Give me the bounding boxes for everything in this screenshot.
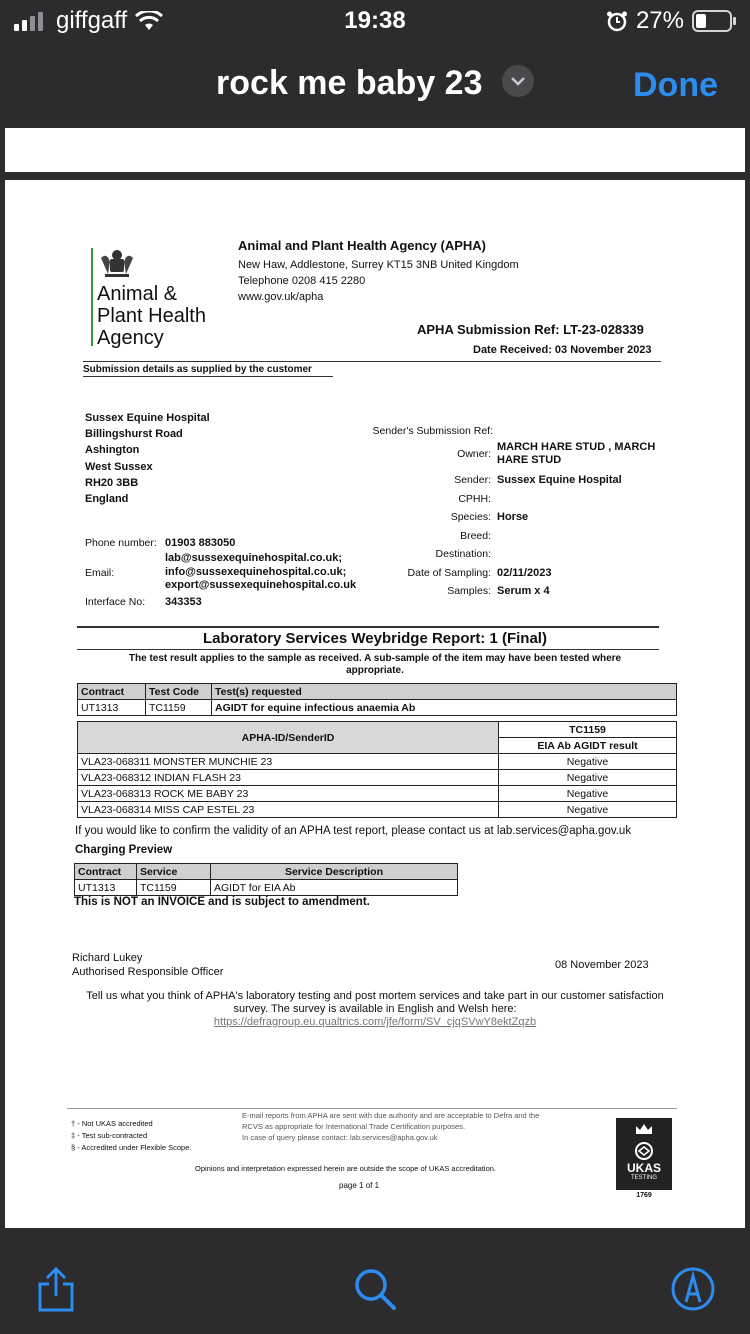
destination-label: Destination: bbox=[435, 548, 491, 560]
ukas-label: UKAS bbox=[626, 1161, 661, 1175]
table-cell: UT1313 bbox=[75, 880, 137, 896]
submission-ref: APHA Submission Ref: LT-23-028339 bbox=[417, 322, 644, 337]
table-header: EIA Ab AGIDT result bbox=[499, 738, 677, 754]
signatory-name: Richard Lukey bbox=[72, 952, 143, 964]
table-cell: TC1159 bbox=[146, 700, 212, 716]
footnotes bbox=[71, 1118, 191, 1154]
table-header: Contract bbox=[75, 864, 137, 880]
agency-website[interactable]: www.gov.uk/apha bbox=[238, 291, 324, 303]
clock: 19:38 bbox=[344, 7, 406, 34]
chevron-down-icon bbox=[510, 75, 526, 87]
table-header: Service Description bbox=[211, 864, 458, 880]
agency-logo-text: Animal & Plant Health Agency bbox=[97, 283, 206, 349]
results-table bbox=[77, 721, 677, 818]
table-header: Test(s) requested bbox=[212, 684, 677, 700]
divider bbox=[83, 361, 661, 362]
result-cell: Negative bbox=[499, 786, 677, 802]
address-line: Billingshurst Road bbox=[85, 428, 183, 441]
survey-block bbox=[85, 990, 665, 1029]
divider bbox=[77, 626, 659, 628]
sampling-date-value: 02/11/2023 bbox=[497, 567, 552, 579]
page-number: page 1 of 1 bbox=[339, 1181, 380, 1190]
footnote: § - Accredited under Flexible Scope. bbox=[71, 1143, 192, 1152]
crown-icon bbox=[634, 1122, 654, 1136]
table-header-row bbox=[78, 722, 677, 738]
search-button[interactable] bbox=[352, 1266, 398, 1317]
charging-preview-heading: Charging Preview bbox=[75, 844, 173, 856]
email-label: Email: bbox=[85, 567, 115, 579]
footer-opinions: Opinions and interpretation expressed herein are outside the scope of UKAS accreditation. bbox=[195, 1164, 497, 1173]
ukas-badge bbox=[616, 1118, 672, 1190]
divider bbox=[83, 376, 333, 377]
table-cell: TC1159 bbox=[137, 880, 211, 896]
markup-button[interactable] bbox=[670, 1266, 716, 1317]
footnote: ‡ - Test sub-contracted bbox=[71, 1131, 148, 1140]
table-header-row bbox=[75, 864, 458, 880]
species-label: Species: bbox=[450, 511, 491, 523]
status-right bbox=[606, 7, 736, 35]
test-table bbox=[77, 683, 677, 716]
confirm-validity-text: If you would like to confirm the validity of an APHA test report, please contact us at lab.services@apha.gov.uk bbox=[75, 825, 632, 837]
senders-ref-label: Sender's Submission Ref: bbox=[372, 425, 493, 437]
agency-telephone: Telephone 0208 415 2280 bbox=[238, 275, 366, 287]
table-row bbox=[75, 880, 458, 896]
table-header: Contract bbox=[78, 684, 146, 700]
samples-label: Samples: bbox=[447, 585, 491, 597]
result-cell: Negative bbox=[499, 770, 677, 786]
sample-id-cell: VLA23-068314 MISS CAP ESTEL 23 bbox=[78, 802, 499, 818]
markup-pen-icon bbox=[670, 1266, 716, 1312]
agency-name: Animal and Plant Health Agency (APHA) bbox=[238, 238, 486, 253]
ukas-number: 1769 bbox=[636, 1192, 652, 1199]
submission-details-heading: Submission details as supplied by the customer bbox=[83, 364, 312, 375]
footnote: † - Not UKAS accredited bbox=[71, 1119, 153, 1128]
survey-text: Tell us what you think of APHA's laboratory testing and post mortem services and take part in our customer satisfaction survey. The survey is available in English and Welsh here: bbox=[86, 990, 664, 1015]
sign-date: 08 November 2023 bbox=[555, 959, 649, 971]
battery-icon bbox=[692, 10, 736, 32]
address-line: West Sussex bbox=[85, 460, 153, 473]
interface-value: 343353 bbox=[165, 596, 202, 608]
signatory-block bbox=[72, 951, 223, 979]
footer-query-text: In case of query please contact: lab.services@apha.gov.uk bbox=[242, 1133, 438, 1142]
phone-value: 01903 883050 bbox=[165, 537, 236, 549]
email-value: info@sussexequinehospital.co.uk; bbox=[165, 565, 347, 578]
table-row bbox=[78, 754, 677, 770]
owner-label: Owner: bbox=[457, 448, 491, 460]
logo-divider bbox=[91, 248, 93, 346]
table-header: APHA-ID/SenderID bbox=[78, 722, 499, 754]
sample-id-cell: VLA23-068311 MONSTER MUNCHIE 23 bbox=[78, 754, 499, 770]
carrier-name: giffgaff bbox=[56, 7, 128, 34]
address-line: England bbox=[85, 493, 129, 506]
table-row bbox=[78, 786, 677, 802]
agency-address: New Haw, Addlestone, Surrey KT15 3NB United Kingdom bbox=[238, 259, 519, 271]
previous-page-strip bbox=[5, 128, 745, 172]
signatory-role: Authorised Responsible Officer bbox=[72, 966, 224, 978]
sample-id-cell: VLA23-068313 ROCK ME BABY 23 bbox=[78, 786, 499, 802]
not-invoice-notice: This is NOT an INVOICE and is subject to amendment. bbox=[74, 896, 370, 908]
result-cell: Negative bbox=[499, 754, 677, 770]
address-line: RH20 3BB bbox=[85, 476, 139, 489]
agency-contact bbox=[238, 257, 519, 305]
sender-label: Sender: bbox=[454, 474, 491, 486]
table-row bbox=[78, 700, 677, 716]
email-values bbox=[165, 552, 356, 593]
status-bar bbox=[0, 0, 750, 44]
done-button[interactable]: Done bbox=[633, 66, 718, 104]
survey-link[interactable]: https://defragroup.eu.qualtrics.com/jfe/form/SV_cjqSVwY8ektZqzb bbox=[213, 1016, 537, 1028]
table-cell: AGIDT for equine infectious anaemia Ab bbox=[212, 700, 677, 716]
divider bbox=[77, 649, 659, 650]
footer-email-text: E-mail reports from APHA are sent with due authority and are acceptable to Defra and the RCVS as appropriate for International Trade Certification purposes. bbox=[242, 1111, 540, 1131]
ukas-tick-icon bbox=[632, 1141, 656, 1161]
table-header-row bbox=[78, 684, 677, 700]
email-value: export@sussexequinehospital.co.uk bbox=[165, 579, 357, 591]
search-icon bbox=[352, 1266, 398, 1312]
table-row bbox=[78, 770, 677, 786]
owner-value: MARCH HARE STUD , MARCH HARE STUD bbox=[497, 441, 656, 466]
table-row bbox=[78, 802, 677, 818]
phone-label: Phone number: bbox=[85, 537, 157, 549]
royal-crest-icon bbox=[97, 246, 137, 285]
table-header: TC1159 bbox=[499, 722, 677, 738]
customer-address bbox=[85, 410, 210, 507]
divider bbox=[67, 1108, 677, 1109]
date-received: Date Received: 03 November 2023 bbox=[473, 344, 652, 356]
address-line: Ashington bbox=[85, 444, 140, 457]
share-icon bbox=[34, 1266, 78, 1314]
alarm-icon bbox=[606, 10, 628, 32]
samples-value: Serum x 4 bbox=[497, 585, 550, 597]
title-menu-button[interactable] bbox=[502, 65, 534, 97]
report-note: The test result applies to the sample as received. A sub-sample of the item may have been tested where appropriate. bbox=[128, 653, 622, 676]
sample-id-cell: VLA23-068312 INDIAN FLASH 23 bbox=[78, 770, 499, 786]
sender-value: Sussex Equine Hospital bbox=[497, 474, 622, 486]
interface-label: Interface No: bbox=[85, 596, 146, 608]
battery-percent: 27% bbox=[635, 7, 684, 34]
report-title: Laboratory Services Weybridge Report: 1 (Final) bbox=[203, 630, 547, 647]
bottom-toolbar bbox=[0, 1236, 750, 1334]
email-value: lab@sussexequinehospital.co.uk; bbox=[165, 552, 342, 564]
address-line: Sussex Equine Hospital bbox=[85, 412, 210, 424]
ukas-testing: TESTING bbox=[630, 1175, 657, 1181]
table-cell: UT1313 bbox=[78, 700, 146, 716]
sampling-date-label: Date of Sampling: bbox=[407, 567, 491, 579]
table-header: Service bbox=[137, 864, 211, 880]
navigation-bar bbox=[0, 44, 750, 128]
table-cell: AGIDT for EIA Ab bbox=[211, 880, 458, 896]
charge-table bbox=[74, 863, 458, 896]
footer-email-note bbox=[242, 1110, 562, 1143]
document-page bbox=[5, 180, 745, 1228]
share-button[interactable] bbox=[34, 1266, 78, 1319]
cphh-label: CPHH: bbox=[458, 493, 491, 505]
table-header: Test Code bbox=[146, 684, 212, 700]
document-title-text: rock me baby 23 bbox=[216, 64, 483, 102]
result-cell: Negative bbox=[499, 802, 677, 818]
species-value: Horse bbox=[497, 511, 529, 523]
breed-label: Breed: bbox=[460, 530, 491, 542]
